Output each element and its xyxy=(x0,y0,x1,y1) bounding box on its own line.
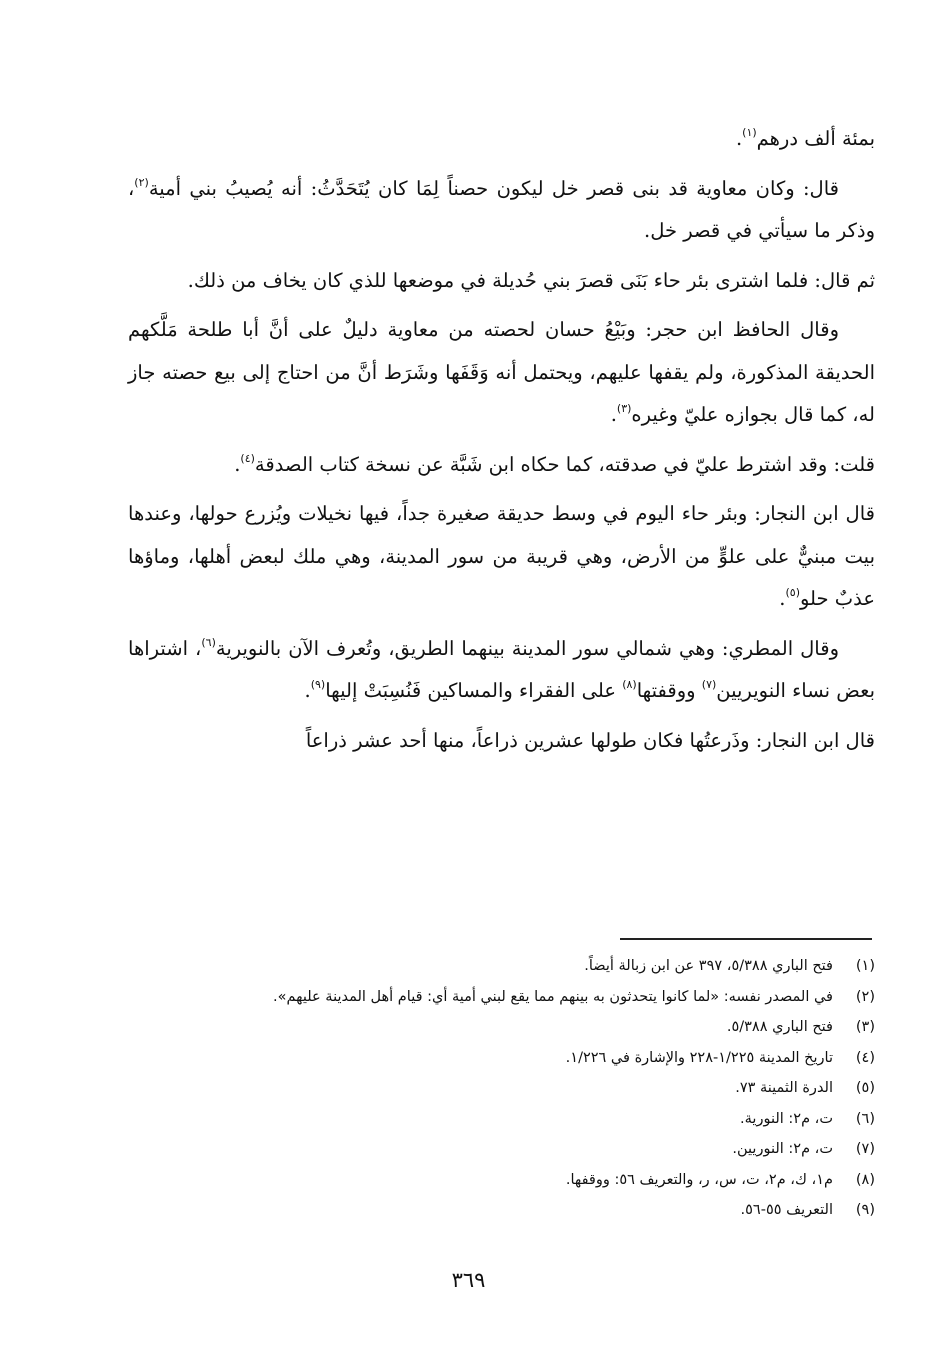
footnote-marker: (١) xyxy=(742,126,757,139)
footnote xyxy=(128,951,875,982)
footnote-text: ت، م٢: النورية. xyxy=(740,1110,833,1127)
paragraph: وقال المطري: وهي شمالي سور المدينة بينهما الطريق، وتُعرف الآن بالنويرية$^{(٦)}$، اشتراها بعض نساء النويريين$^{(٧)}$ ووقفتها$^{(٨)}$ على الفقراء والمساكين فَنُسِبَتْ إليها$^{(٩)}$. xyxy=(128,635,875,702)
footnote-text: فتح الباري ٥/٣٨٨، ٣٩٧ عن ابن زبالة أيضاً. xyxy=(584,958,833,974)
footnote-marker: (٩) xyxy=(310,678,326,691)
footnote-number: (٧) xyxy=(855,1141,875,1157)
footnote xyxy=(128,1134,875,1165)
footnote xyxy=(128,1104,875,1135)
paragraph: قال ابن النجار: وبئر حاء اليوم في وسط حديقة صغيرة جداً، فيها نخيلات ويُزرع حولها، وعندها بيت مبنيٌّ على علوٍّ من الأرض، وهي قريبة من سور المدينة، وهي ملك لبعض أهلها، وماؤها عذبٌ حلو$^{(٥)}$. xyxy=(128,502,875,610)
footnote xyxy=(128,1043,875,1074)
footnote xyxy=(128,1165,875,1196)
paragraph: قال ابن النجار: وذَرعتُها فكان طولها عشرين ذراعاً، منها أحد عشر ذراعاً xyxy=(305,728,875,752)
footnote xyxy=(128,982,875,1013)
footnote xyxy=(128,1012,875,1043)
footnote-marker: (٧) xyxy=(701,678,717,691)
footnote-marker: (٥) xyxy=(785,586,800,599)
paragraph: ثم قال: فلما اشترى بئر حاء بَنَى قصرَ بني حُديلة في موضعها للذي كان يخاف من ذلك. xyxy=(187,268,875,292)
footnote-number: (٨) xyxy=(855,1171,875,1188)
footnote-number: (٤) xyxy=(855,1049,875,1066)
footnote-number: (١) xyxy=(855,958,875,974)
main-text xyxy=(128,118,875,769)
paragraph: وقال الحافظ ابن حجر: وبَيْعُ حسان لحصته من معاوية دليلٌ على أنَّ أبا طلحة مَلَّكهم الحديقة المذكورة، ولم يقفها عليهم، ويحتمل أنه وَقَفَها وشَرَط أنَّ من احتاج إلى بيع حصته جاز له، كما قال بجوازه عليّ وغيره$^{(٣)}$. xyxy=(128,318,875,426)
footnote-text: ت، م٢: النوريين. xyxy=(732,1141,833,1157)
footnote xyxy=(128,1195,875,1226)
paragraph: قلت: وقد اشترط عليّ في صدقته، كما حكاه ابن شَبَّة عن نسخة كتاب الصدقة$^{(٤)}$. xyxy=(234,451,875,476)
footnote-marker: (٢) xyxy=(134,175,149,189)
footnote-number: (٥) xyxy=(855,1080,875,1096)
footnote-marker: (٤) xyxy=(240,451,255,465)
footnotes xyxy=(128,951,875,1226)
footnote-number: (٦) xyxy=(855,1110,875,1127)
footnote-marker: (٨) xyxy=(622,678,637,691)
page-number: ٣٦٩ xyxy=(451,1268,486,1292)
footnote-text: م١، ك، م٢، ت، س، ر، والتعريف ٥٦: ووقفها. xyxy=(565,1171,833,1188)
footnote xyxy=(128,1073,875,1104)
footnote-text: الدرة الثمينة ٧٣. xyxy=(735,1080,833,1096)
footnote-text: تاريخ المدينة ١/٢٢٥-٢٢٨ والإشارة في ١/٢٢٦. xyxy=(565,1049,833,1066)
paragraph: بمئة ألف درهم$^{(١)}$. xyxy=(735,126,875,150)
paragraph: قال: وكان معاوية قد بنى قصر خل ليكون حصناً لِمَا كان يُتَحَدَّثُ: أنه يُصيبُ بني أمية$^{(٢)}$، وذكر ما سيأتي في قصر خل. xyxy=(128,175,875,242)
footnote-divider xyxy=(620,938,872,940)
footnote-number: (٢) xyxy=(855,988,875,1005)
footnote-text: التعريف ٥٥-٥٦. xyxy=(740,1202,833,1218)
footnote-text: في المصدر نفسه: «لما كانوا يتحدثون به بينهم مما يقع لبني أمية أي: قيام أهل المدينة عليهم». xyxy=(273,988,833,1005)
footnote-marker: (٣) xyxy=(616,402,632,415)
footnote-number: (٩) xyxy=(855,1202,875,1218)
footnote-number: (٣) xyxy=(855,1019,875,1035)
footnote-text: فتح الباري ٥/٣٨٨. xyxy=(726,1019,833,1035)
footnote-marker: (٦) xyxy=(201,635,216,649)
